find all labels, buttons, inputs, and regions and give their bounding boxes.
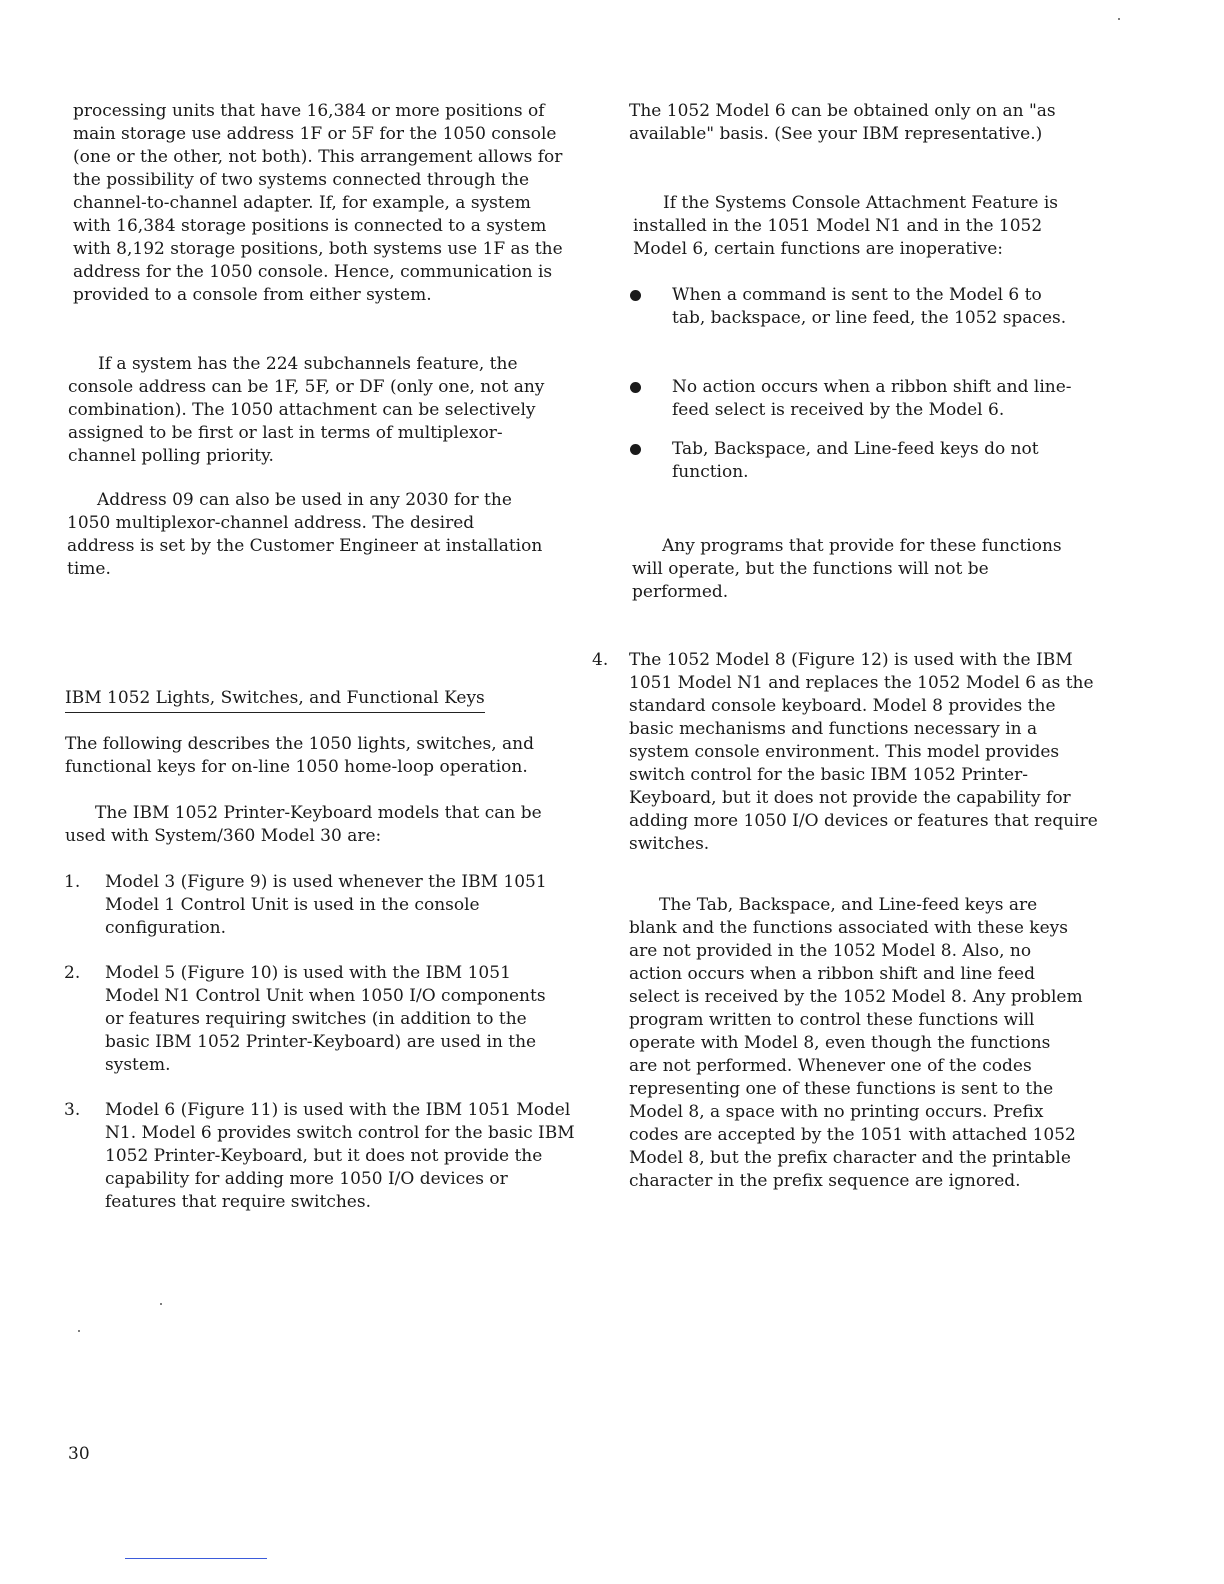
bullet-icon [630,382,641,393]
bullet-icon [630,444,641,455]
section-heading: IBM 1052 Lights, Switches, and Functional Keys [65,687,485,713]
list-item-number: 2. [64,963,81,983]
paragraph-address-09: Address 09 can also be used in any 2030 for the 1050 multiplexor-channel address. The desired address is set by the Customer Engineer at installation time. [67,490,543,579]
scan-speck [78,1330,80,1332]
list-item-text: Model 6 (Figure 11) is used with the IBM 1051 Model N1. Model 6 provides switch control for the basic IBM 1052 Printer-Keyboard, but it does not provide the capability for adding more 1050 I/O devices or features that require switches. [105,1100,575,1212]
list-item-number: 4. [592,650,609,670]
scan-speck [1118,18,1120,20]
bullet-text: When a command is sent to the Model 6 to tab, backspace, or line feed, the 1052 spaces. [672,285,1067,328]
bullet-text: Tab, Backspace, and Line-feed keys do not function. [672,439,1039,482]
bullet-text: No action occurs when a ribbon shift and line-feed select is received by the Model 6. [672,377,1072,420]
paragraph-intro: The following describes the 1050 lights, switches, and functional keys for on-line 1050 home-loop operation. [65,734,534,777]
paragraph-subchannels: If a system has the 224 subchannels feature, the console address can be 1F, 5F, or DF (only one, not any combination). The 1050 attachment can be selectively assigned to be first or last in terms of multiplexor-channel polling priority. [68,354,545,466]
list-item-text: Model 3 (Figure 9) is used whenever the IBM 1051 Model 1 Control Unit is used in the console configuration. [105,872,547,938]
paragraph-model6-availability: The 1052 Model 6 can be obtained only on an "as available" basis. (See your IBM representative.) [629,101,1056,144]
paragraph-attachment-feature: If the Systems Console Attachment Feature is installed in the 1051 Model N1 and in the 1052 Model 6, certain functions are inoperative: [633,193,1059,259]
paragraph-storage-address: processing units that have 16,384 or more positions of main storage use address 1F or 5F for the 1050 console (one or the other, not both). This arrangement allows for the possibility of two systems connected through the channel-to-channel adapter. If, for example, a system with 16,384 storage positions is connected to a system with 8,192 storage positions, both systems use 1F as the address for the 1050 console. Hence, communication is provided to a console from either system. [73,101,563,305]
list-item-number: 1. [64,872,81,892]
paragraph-programs-operate: Any programs that provide for these functions will operate, but the functions will not be performed. [632,536,1062,602]
list-item-number: 3. [64,1100,81,1120]
list-item-text: Model 5 (Figure 10) is used with the IBM 1051 Model N1 Control Unit when 1050 I/O components or features requiring switches (in addition to the basic IBM 1052 Printer-Keyboard) are used in the system. [105,963,546,1075]
bullet-icon [630,290,641,301]
paragraph-model8-keys: The Tab, Backspace, and Line-feed keys are blank and the functions associated with these keys are not provided in the 1052 Model 8. Also, no action occurs when a ribbon shift and line feed select is received by the 1052 Model 8. Any problem program written to control these functions will operate with Model 8, even though the functions are not performed. Whenever one of the codes representing one of these functions is sent to the Model 8, a space with no printing occurs. Prefix codes are accepted by the 1051 with attached 1052 Model 8, but the prefix character and the printable character in the prefix sequence are ignored. [629,895,1083,1191]
bottom-rule [125,1558,267,1559]
scan-speck [160,1303,162,1305]
paragraph-models-intro: The IBM 1052 Printer-Keyboard models that can be used with System/360 Model 30 are: [65,803,542,846]
page-number: 30 [68,1444,90,1464]
list-item-text: The 1052 Model 8 (Figure 12) is used with the IBM 1051 Model N1 and replaces the 1052 Model 6 as the standard console keyboard. Model 8 provides the basic mechanisms and functions necessary in a system console environment. This model provides switch control for the basic IBM 1052 Printer-Keyboard, but it does not provide the capability for adding more 1050 I/O devices or features that require switches. [629,650,1098,854]
